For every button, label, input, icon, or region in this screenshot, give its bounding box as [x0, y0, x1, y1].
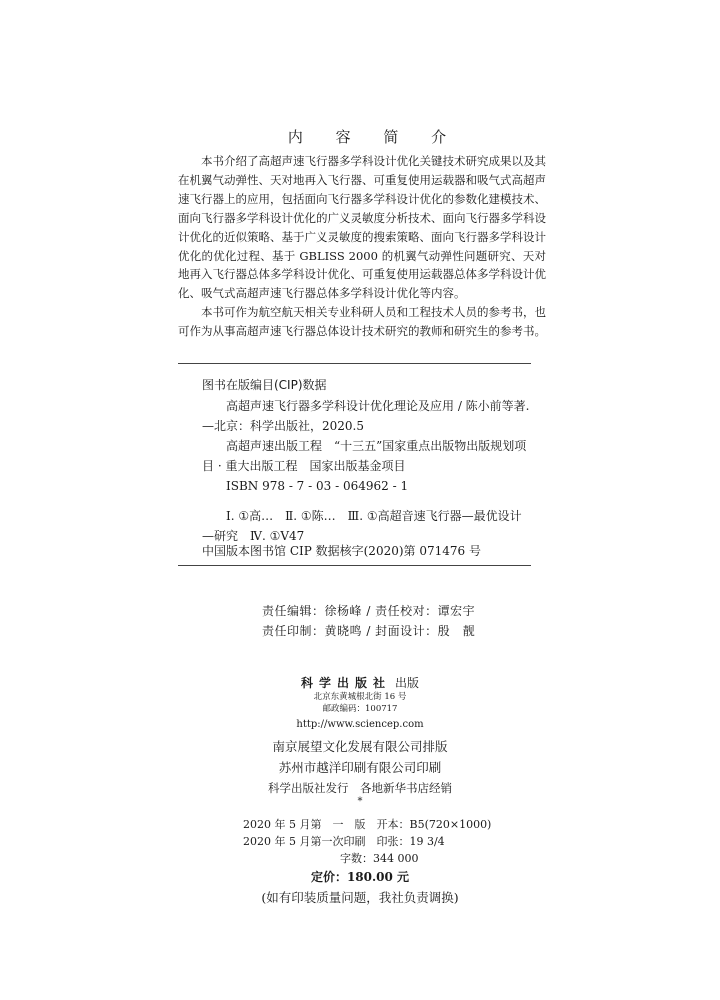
divider-bottom	[178, 565, 531, 566]
publisher-logo: 科学出版社	[300, 676, 391, 690]
cip-line: 高超声速飞行器多学科设计优化理论及应用 / 陈小前等著. —北京：科学出版社，2020.5	[202, 399, 530, 433]
cip-record	[202, 396, 532, 546]
publisher-block	[0, 672, 720, 730]
printing-line: 2020 年 5 月第一次印刷 印张：19 3/4	[243, 835, 445, 848]
publisher-address: 北京东黄城根北街 16 号	[313, 692, 407, 702]
staff-line: 责任编辑：徐杨峰 / 责任校对：谭宏宇	[262, 604, 476, 618]
printing-info	[0, 736, 720, 799]
cip-line: ISBN 978 - 7 - 03 - 064962 - 1	[226, 479, 409, 493]
edition-info	[0, 816, 720, 867]
intro-text	[178, 152, 546, 341]
intro-title: 内 容 简 介	[287, 128, 461, 146]
publisher-postcode: 邮政编码：100717	[322, 704, 398, 714]
staff-line: 责任印制：黄晓鸣 / 封面设计：殷 靓	[262, 624, 476, 638]
publisher-url: http://www.sciencep.com	[296, 719, 424, 730]
edition-line: 2020 年 5 月第 一 版 开本：B5(720×1000)	[243, 818, 492, 831]
cip-footer: 中国版本图书馆 CIP 数据核字(2020)第 071476 号	[202, 544, 481, 558]
price: 定价：180.00 元	[310, 870, 410, 884]
quality-note: (如有印装质量问题，我社负责调换)	[261, 890, 459, 905]
staff-credits	[262, 601, 475, 641]
cip-line: 高超声速出版工程 “十三五”国家重点出版物出版规划项目 · 重大出版工程 国家出版基金项目	[202, 439, 527, 473]
divider-top	[178, 363, 531, 364]
cip-title: 图书在版编目(CIP)数据	[202, 378, 327, 392]
cip-line: Ⅰ. ①高… Ⅱ. ①陈… Ⅲ. ①高超音速飞行器—最优设计—研究 Ⅳ. ①V47	[202, 509, 522, 543]
separator-star: *	[357, 796, 363, 807]
printer-line: 苏州市越洋印刷有限公司印刷	[278, 760, 442, 775]
distribution-line: 科学出版社发行 各地新华书店经销	[268, 781, 452, 795]
intro-paragraph: 本书可作为航空航天相关专业科研人员和工程技术人员的参考书，也可作为从事高超声速飞行器总体设计技术研究的教师和研究生的参考书。	[178, 305, 546, 339]
typeset-line: 南京展望文化发展有限公司排版	[272, 739, 448, 754]
wordcount-line: 字数：344 000	[340, 852, 419, 865]
publisher-suffix: 出版	[395, 676, 420, 690]
intro-paragraph: 本书介绍了高超声速飞行器多学科设计优化关键技术研究成果以及其在机翼气动弹性、天对地再入飞行器、可重复使用运载器和吸气式高超声速飞行器上的应用，包括面向飞行器多学科设计优化的参数化建模技术、面向飞行器多学科设计优化的广义灵敏度分析技术、面向飞行器多学科设计优化的近似策略、基于广义灵敏度的搜索策略、面向飞行器多学科设计优化的优化过程、基于 GBLISS 2000 的机翼气动弹性问题研究、天对地再入飞行器总体多学科设计优化、可重复使用运载器总体多学科设计优化、吸气式高超声速飞行器总体多学科设计优化等内容。	[178, 154, 546, 301]
